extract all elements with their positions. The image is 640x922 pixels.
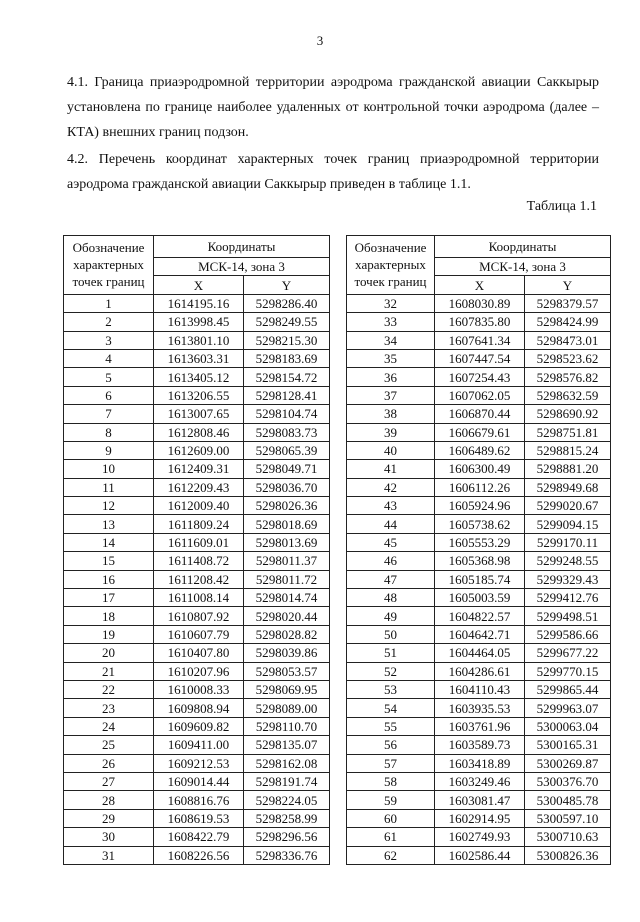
point-number-cell: 11: [64, 478, 154, 496]
point-number-cell: 49: [347, 607, 435, 625]
point-number-cell: 43: [347, 497, 435, 515]
y-coordinate-cell: 5298183.69: [244, 349, 330, 367]
table-row: [347, 552, 611, 570]
point-number-cell: 13: [64, 515, 154, 533]
table-row: [64, 331, 330, 349]
x-coordinate-cell: 1611408.72: [154, 552, 244, 570]
y-coordinate-cell: 5298379.57: [525, 294, 611, 312]
y-coordinate-cell: 5299170.11: [525, 533, 611, 551]
x-coordinate-cell: 1604642.71: [435, 625, 525, 643]
y-coordinate-cell: 5298065.39: [244, 441, 330, 459]
x-coordinate-cell: 1603249.46: [435, 772, 525, 790]
y-coordinate-cell: 5298049.71: [244, 460, 330, 478]
table-row: [347, 441, 611, 459]
point-number-cell: 50: [347, 625, 435, 643]
x-coordinate-cell: 1612409.31: [154, 460, 244, 478]
point-number-cell: 8: [64, 423, 154, 441]
x-coordinate-cell: 1612808.46: [154, 423, 244, 441]
x-coordinate-cell: 1609808.94: [154, 699, 244, 717]
table-row: [347, 791, 611, 809]
table-row: [347, 423, 611, 441]
point-number-cell: 48: [347, 589, 435, 607]
point-number-cell: 55: [347, 717, 435, 735]
table-row: [64, 846, 330, 864]
x-coordinate-cell: 1603589.73: [435, 736, 525, 754]
point-number-cell: 45: [347, 533, 435, 551]
table-row: [64, 717, 330, 735]
y-coordinate-cell: 5300063.04: [525, 717, 611, 735]
table-row: [347, 662, 611, 680]
table-row: [347, 809, 611, 827]
table-body-right: [347, 294, 611, 864]
table-row: [347, 607, 611, 625]
table-row: [347, 368, 611, 386]
y-coordinate-cell: 5298249.55: [244, 313, 330, 331]
x-coordinate-cell: 1605553.29: [435, 533, 525, 551]
y-coordinate-cell: 5299586.66: [525, 625, 611, 643]
y-coordinate-cell: 5298523.62: [525, 349, 611, 367]
point-number-cell: 4: [64, 349, 154, 367]
y-coordinate-cell: 5298576.82: [525, 368, 611, 386]
x-coordinate-cell: 1613998.45: [154, 313, 244, 331]
point-number-cell: 47: [347, 570, 435, 588]
y-coordinate-cell: 5298020.44: [244, 607, 330, 625]
table-row: [64, 589, 330, 607]
point-number-cell: 25: [64, 736, 154, 754]
header-point-line1: Обозначение: [354, 240, 427, 256]
point-number-cell: 62: [347, 846, 435, 864]
x-coordinate-cell: 1604286.61: [435, 662, 525, 680]
point-number-cell: 39: [347, 423, 435, 441]
point-number-cell: 2: [64, 313, 154, 331]
x-coordinate-cell: 1611609.01: [154, 533, 244, 551]
x-coordinate-cell: 1606489.62: [435, 441, 525, 459]
y-coordinate-cell: 5298224.05: [244, 791, 330, 809]
y-coordinate-cell: 5298690.92: [525, 405, 611, 423]
x-coordinate-cell: 1603761.96: [435, 717, 525, 735]
table-row: [64, 552, 330, 570]
point-number-cell: 12: [64, 497, 154, 515]
x-coordinate-cell: 1613206.55: [154, 386, 244, 404]
table-row: [64, 349, 330, 367]
x-coordinate-cell: 1613007.65: [154, 405, 244, 423]
x-coordinate-cell: 1604464.05: [435, 644, 525, 662]
table-row: [64, 460, 330, 478]
x-coordinate-cell: 1610407.80: [154, 644, 244, 662]
table-row: [64, 828, 330, 846]
x-coordinate-cell: 1609212.53: [154, 754, 244, 772]
x-coordinate-cell: 1604110.43: [435, 680, 525, 698]
table-row: [64, 680, 330, 698]
point-number-cell: 60: [347, 809, 435, 827]
table-row: [64, 313, 330, 331]
header-coordinate-system: МСК-14, зона 3: [435, 258, 611, 276]
x-coordinate-cell: 1609411.00: [154, 736, 244, 754]
y-coordinate-cell: 5300165.31: [525, 736, 611, 754]
x-coordinate-cell: 1608030.89: [435, 294, 525, 312]
table-row: [64, 736, 330, 754]
table-row: [347, 497, 611, 515]
x-coordinate-cell: 1612209.43: [154, 478, 244, 496]
x-coordinate-cell: 1605924.96: [435, 497, 525, 515]
table-row: [347, 717, 611, 735]
point-number-cell: 29: [64, 809, 154, 827]
table-header: [347, 236, 611, 295]
x-coordinate-cell: 1606870.44: [435, 405, 525, 423]
y-coordinate-cell: 5300710.63: [525, 828, 611, 846]
table-row: [347, 772, 611, 790]
point-number-cell: 58: [347, 772, 435, 790]
point-number-cell: 24: [64, 717, 154, 735]
table-header: [64, 236, 330, 295]
table-row: [347, 589, 611, 607]
point-number-cell: 21: [64, 662, 154, 680]
y-coordinate-cell: 5298013.69: [244, 533, 330, 551]
y-coordinate-cell: 5298028.82: [244, 625, 330, 643]
table-row: [64, 294, 330, 312]
point-number-cell: 15: [64, 552, 154, 570]
coordinates-table-right: [346, 235, 611, 865]
y-coordinate-cell: 5298104.74: [244, 405, 330, 423]
table-row: [64, 662, 330, 680]
point-number-cell: 35: [347, 349, 435, 367]
point-number-cell: 1: [64, 294, 154, 312]
x-coordinate-cell: 1602749.93: [435, 828, 525, 846]
y-coordinate-cell: 5298026.36: [244, 497, 330, 515]
table-row: [64, 772, 330, 790]
y-coordinate-cell: 5298039.86: [244, 644, 330, 662]
y-coordinate-cell: 5300597.10: [525, 809, 611, 827]
x-coordinate-cell: 1611008.14: [154, 589, 244, 607]
y-coordinate-cell: 5299963.07: [525, 699, 611, 717]
header-coordinates: Координаты: [154, 236, 330, 258]
y-coordinate-cell: 5298949.68: [525, 478, 611, 496]
table-row: [64, 533, 330, 551]
table-caption: Таблица 1.1: [526, 199, 597, 214]
x-coordinate-cell: 1604822.57: [435, 607, 525, 625]
table-row: [64, 699, 330, 717]
point-number-cell: 37: [347, 386, 435, 404]
y-coordinate-cell: 5300485.78: [525, 791, 611, 809]
y-coordinate-cell: 5298135.07: [244, 736, 330, 754]
header-point-line2: характерных: [355, 257, 426, 273]
header-point-line3: точек границ: [354, 274, 427, 290]
point-number-cell: 36: [347, 368, 435, 386]
point-number-cell: 32: [347, 294, 435, 312]
x-coordinate-cell: 1605368.98: [435, 552, 525, 570]
y-coordinate-cell: 5298215.30: [244, 331, 330, 349]
table-row: [64, 607, 330, 625]
y-coordinate-cell: 5298069.95: [244, 680, 330, 698]
point-number-cell: 27: [64, 772, 154, 790]
y-coordinate-cell: 5298128.41: [244, 386, 330, 404]
x-coordinate-cell: 1613405.12: [154, 368, 244, 386]
header-coordinate-system: МСК-14, зона 3: [154, 258, 330, 276]
x-coordinate-cell: 1609609.82: [154, 717, 244, 735]
header-point-designation: [347, 236, 435, 295]
point-number-cell: 61: [347, 828, 435, 846]
table-row: [347, 405, 611, 423]
x-coordinate-cell: 1607447.54: [435, 349, 525, 367]
y-coordinate-cell: 5298424.99: [525, 313, 611, 331]
point-number-cell: 28: [64, 791, 154, 809]
point-number-cell: 14: [64, 533, 154, 551]
y-coordinate-cell: 5298036.70: [244, 478, 330, 496]
x-coordinate-cell: 1610207.96: [154, 662, 244, 680]
point-number-cell: 51: [347, 644, 435, 662]
x-coordinate-cell: 1608816.76: [154, 791, 244, 809]
point-number-cell: 5: [64, 368, 154, 386]
x-coordinate-cell: 1606679.61: [435, 423, 525, 441]
table-row: [64, 625, 330, 643]
point-number-cell: 17: [64, 589, 154, 607]
y-coordinate-cell: 5298083.73: [244, 423, 330, 441]
point-number-cell: 20: [64, 644, 154, 662]
table-row: [347, 349, 611, 367]
point-number-cell: 31: [64, 846, 154, 864]
point-number-cell: 22: [64, 680, 154, 698]
table-row: [64, 441, 330, 459]
x-coordinate-cell: 1612009.40: [154, 497, 244, 515]
table-row: [64, 809, 330, 827]
y-coordinate-cell: 5298473.01: [525, 331, 611, 349]
table-row: [347, 644, 611, 662]
y-coordinate-cell: 5298154.72: [244, 368, 330, 386]
point-number-cell: 57: [347, 754, 435, 772]
table-row: [347, 386, 611, 404]
y-coordinate-cell: 5298881.20: [525, 460, 611, 478]
point-number-cell: 56: [347, 736, 435, 754]
x-coordinate-cell: 1609014.44: [154, 772, 244, 790]
y-coordinate-cell: 5298751.81: [525, 423, 611, 441]
point-number-cell: 40: [347, 441, 435, 459]
table-row: [64, 515, 330, 533]
x-coordinate-cell: 1606112.26: [435, 478, 525, 496]
y-coordinate-cell: 5299248.55: [525, 552, 611, 570]
table-row: [347, 846, 611, 864]
x-coordinate-cell: 1613801.10: [154, 331, 244, 349]
y-coordinate-cell: 5298191.74: [244, 772, 330, 790]
x-coordinate-cell: 1612609.00: [154, 441, 244, 459]
point-number-cell: 16: [64, 570, 154, 588]
x-coordinate-cell: 1602914.95: [435, 809, 525, 827]
y-coordinate-cell: 5299329.43: [525, 570, 611, 588]
header-point-line3: точек границ: [72, 274, 145, 290]
point-number-cell: 52: [347, 662, 435, 680]
table-row: [347, 515, 611, 533]
table-row: [64, 644, 330, 662]
point-number-cell: 34: [347, 331, 435, 349]
header-coordinates: Координаты: [435, 236, 611, 258]
table-row: [347, 533, 611, 551]
x-coordinate-cell: 1607641.34: [435, 331, 525, 349]
header-x: X: [435, 276, 525, 294]
x-coordinate-cell: 1603418.89: [435, 754, 525, 772]
y-coordinate-cell: 5298110.70: [244, 717, 330, 735]
x-coordinate-cell: 1610807.92: [154, 607, 244, 625]
point-number-cell: 42: [347, 478, 435, 496]
table-row: [347, 313, 611, 331]
table-row: [347, 736, 611, 754]
table-row: [347, 460, 611, 478]
y-coordinate-cell: 5300826.36: [525, 846, 611, 864]
table-row: [347, 570, 611, 588]
table-row: [64, 497, 330, 515]
point-number-cell: 7: [64, 405, 154, 423]
table-row: [347, 828, 611, 846]
point-number-cell: 54: [347, 699, 435, 717]
header-x: X: [154, 276, 244, 294]
y-coordinate-cell: 5298162.08: [244, 754, 330, 772]
y-coordinate-cell: 5298053.57: [244, 662, 330, 680]
table-row: [64, 386, 330, 404]
point-number-cell: 59: [347, 791, 435, 809]
x-coordinate-cell: 1607254.43: [435, 368, 525, 386]
point-number-cell: 6: [64, 386, 154, 404]
header-y: Y: [525, 276, 611, 294]
header-y: Y: [244, 276, 330, 294]
x-coordinate-cell: 1610607.79: [154, 625, 244, 643]
x-coordinate-cell: 1608226.56: [154, 846, 244, 864]
header-point-line1: Обозначение: [72, 240, 145, 256]
x-coordinate-cell: 1608619.53: [154, 809, 244, 827]
y-coordinate-cell: 5299770.15: [525, 662, 611, 680]
x-coordinate-cell: 1605738.62: [435, 515, 525, 533]
point-number-cell: 3: [64, 331, 154, 349]
y-coordinate-cell: 5300269.87: [525, 754, 611, 772]
table-row: [347, 625, 611, 643]
table-row: [347, 680, 611, 698]
point-number-cell: 18: [64, 607, 154, 625]
paragraph-4-2: 4.2. Перечень координат характерных точек границ приаэродромной территории аэродрома гражданской авиации Саккырыр приведен в таблице 1.1.: [67, 152, 599, 192]
y-coordinate-cell: 5298014.74: [244, 589, 330, 607]
x-coordinate-cell: 1603935.53: [435, 699, 525, 717]
y-coordinate-cell: 5298018.69: [244, 515, 330, 533]
point-number-cell: 53: [347, 680, 435, 698]
table-row: [64, 368, 330, 386]
y-coordinate-cell: 5298258.99: [244, 809, 330, 827]
x-coordinate-cell: 1605185.74: [435, 570, 525, 588]
table-row: [64, 754, 330, 772]
y-coordinate-cell: 5299865.44: [525, 680, 611, 698]
point-number-cell: 19: [64, 625, 154, 643]
point-number-cell: 10: [64, 460, 154, 478]
table-row: [64, 405, 330, 423]
x-coordinate-cell: 1610008.33: [154, 680, 244, 698]
table-body-left: [64, 294, 330, 864]
table-row: [347, 294, 611, 312]
x-coordinate-cell: 1608422.79: [154, 828, 244, 846]
y-coordinate-cell: 5299677.22: [525, 644, 611, 662]
y-coordinate-cell: 5298336.76: [244, 846, 330, 864]
point-number-cell: 46: [347, 552, 435, 570]
x-coordinate-cell: 1607835.80: [435, 313, 525, 331]
table-row: [64, 791, 330, 809]
table-row: [347, 331, 611, 349]
x-coordinate-cell: 1605003.59: [435, 589, 525, 607]
table-row: [347, 699, 611, 717]
y-coordinate-cell: 5298011.72: [244, 570, 330, 588]
table-row: [347, 478, 611, 496]
y-coordinate-cell: 5298632.59: [525, 386, 611, 404]
point-number-cell: 26: [64, 754, 154, 772]
header-point-line2: характерных: [73, 257, 144, 273]
table-row: [64, 478, 330, 496]
point-number-cell: 44: [347, 515, 435, 533]
y-coordinate-cell: 5299412.76: [525, 589, 611, 607]
x-coordinate-cell: 1607062.05: [435, 386, 525, 404]
x-coordinate-cell: 1614195.16: [154, 294, 244, 312]
page-number: 3: [316, 33, 324, 48]
point-number-cell: 30: [64, 828, 154, 846]
y-coordinate-cell: 5300376.70: [525, 772, 611, 790]
table-row: [64, 570, 330, 588]
table-row: [64, 423, 330, 441]
y-coordinate-cell: 5298011.37: [244, 552, 330, 570]
table-row: [347, 754, 611, 772]
x-coordinate-cell: 1611809.24: [154, 515, 244, 533]
y-coordinate-cell: 5299498.51: [525, 607, 611, 625]
x-coordinate-cell: 1613603.31: [154, 349, 244, 367]
point-number-cell: 41: [347, 460, 435, 478]
point-number-cell: 23: [64, 699, 154, 717]
coordinates-table-left: [63, 235, 330, 865]
x-coordinate-cell: 1606300.49: [435, 460, 525, 478]
point-number-cell: 33: [347, 313, 435, 331]
y-coordinate-cell: 5298296.56: [244, 828, 330, 846]
x-coordinate-cell: 1603081.47: [435, 791, 525, 809]
y-coordinate-cell: 5298089.00: [244, 699, 330, 717]
point-number-cell: 9: [64, 441, 154, 459]
y-coordinate-cell: 5298286.40: [244, 294, 330, 312]
paragraph-4-1: 4.1. Граница приаэродромной территории аэродрома гражданской авиации Саккырыр установлена по границе наиболее удаленных от контрольной точки аэродрома (далее – КТА) внешних границ подзон.: [67, 75, 599, 140]
point-number-cell: 38: [347, 405, 435, 423]
y-coordinate-cell: 5298815.24: [525, 441, 611, 459]
header-point-designation: [64, 236, 154, 295]
x-coordinate-cell: 1602586.44: [435, 846, 525, 864]
y-coordinate-cell: 5299020.67: [525, 497, 611, 515]
x-coordinate-cell: 1611208.42: [154, 570, 244, 588]
y-coordinate-cell: 5299094.15: [525, 515, 611, 533]
